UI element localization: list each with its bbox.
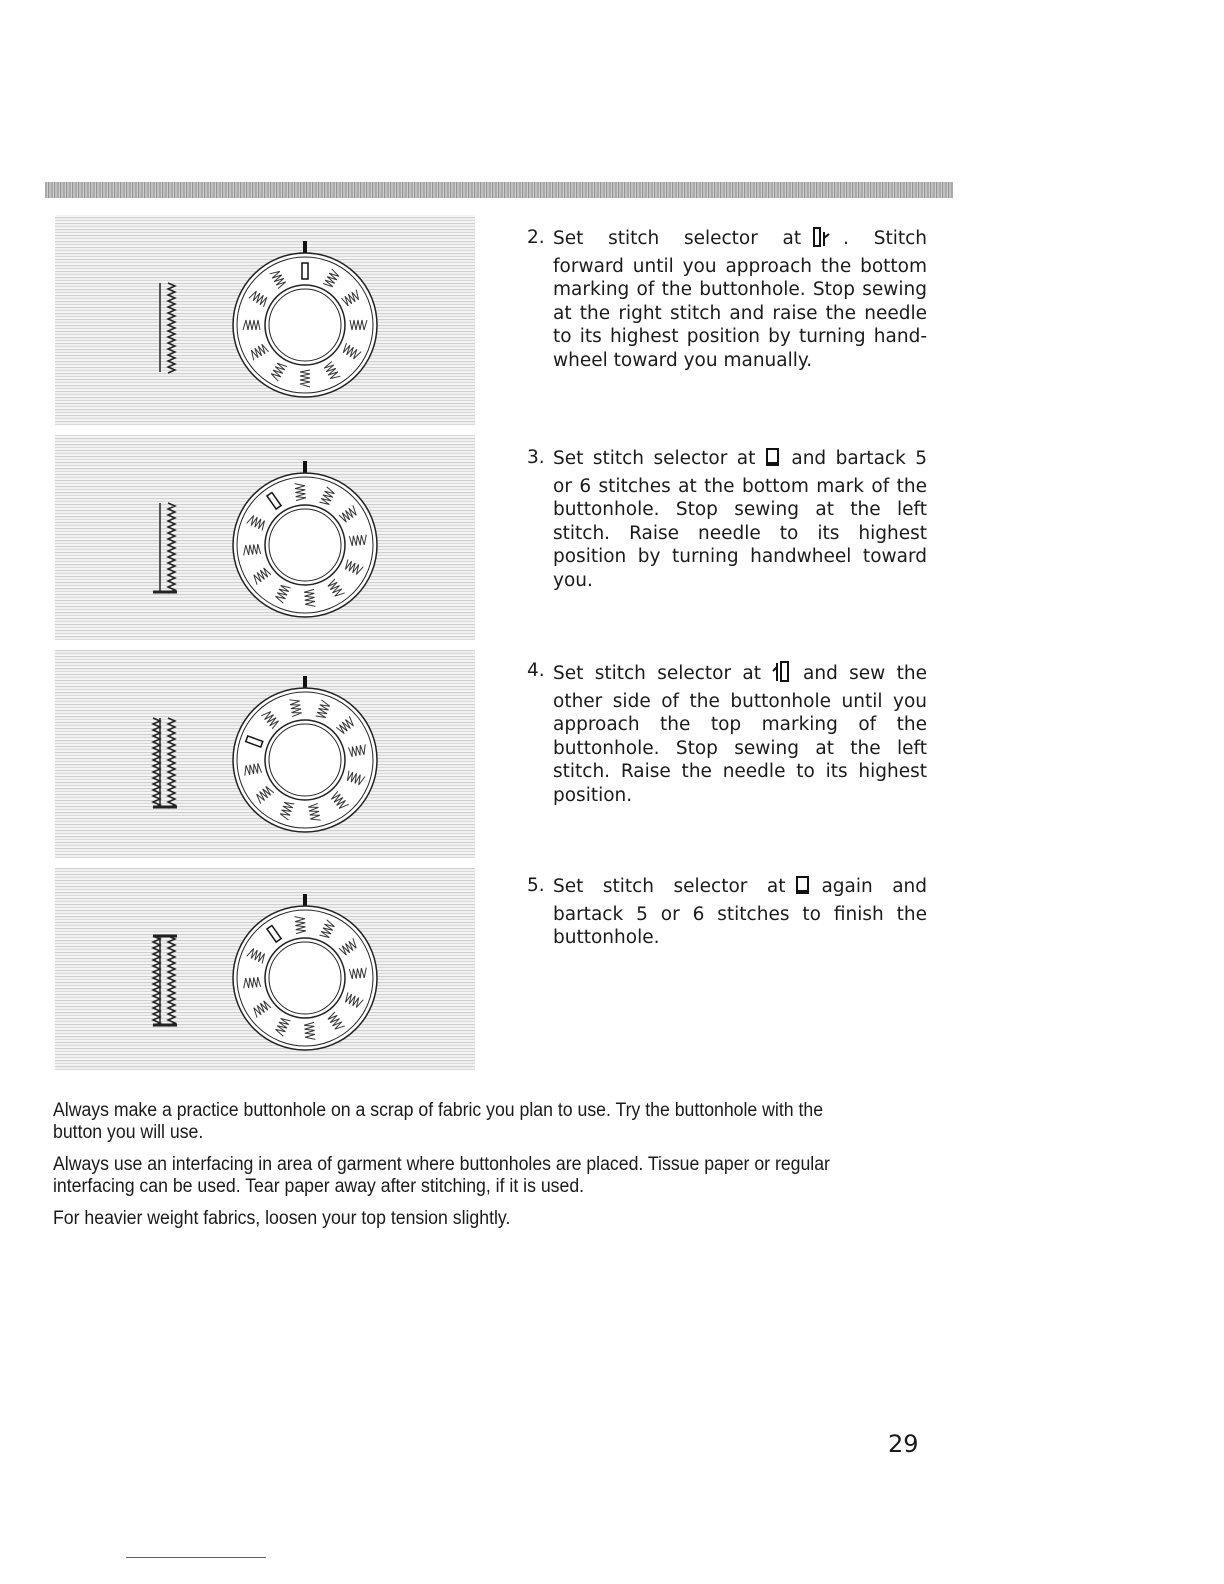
dial-pointer	[303, 894, 307, 906]
step-text: again and bartack 5 or 6 stitches to finish the buttonhole.	[553, 876, 928, 949]
note: Always make a practice buttonhole on a scrap of fabric you plan to use. Try the buttonhole with the button you will use.	[53, 1100, 824, 1143]
page-number: 29	[888, 1430, 919, 1458]
step-text: Set stitch selector at	[553, 663, 762, 684]
notes	[53, 1100, 862, 1240]
header-band	[45, 182, 953, 198]
dial-pointer	[303, 241, 307, 253]
step-text: Set stitch selector at	[553, 876, 786, 897]
straight-right-buttonhole-symbol-icon	[811, 226, 833, 255]
dial-pointer	[303, 676, 307, 688]
buttonhole-stitch-drawing	[153, 936, 177, 1026]
step-3	[527, 446, 927, 593]
buttonhole-stitch-drawing	[153, 503, 177, 593]
illustration-step-4	[55, 650, 475, 858]
step-text: Set stitch selector at	[553, 448, 756, 469]
illustration-step-2	[55, 215, 475, 425]
step-text: and sew the other side of the buttonhole until you approach the top marking of the buttonhole. Stop sewing at the left stitch. Raise the needle to its highest position.	[553, 663, 928, 806]
step-number: 4.	[527, 660, 545, 681]
step-text: . Stitch forward until you approach the bottom marking of the buttonhole. Stop sewing at the right stitch and raise the needle to its highest position by turning hand-wheel toward you manually.	[553, 228, 927, 371]
dial-pointer	[303, 461, 307, 473]
bartack-symbol-icon	[795, 874, 811, 903]
illustration-step-3	[55, 435, 475, 640]
note: For heavier weight fabrics, loosen your top tension slightly.	[53, 1208, 511, 1229]
step-number: 3.	[527, 447, 545, 468]
step-text: Set stitch selector at	[553, 228, 802, 249]
stitch-dial-icon	[55, 868, 475, 1070]
stitch-dial-icon	[55, 435, 475, 640]
step-5	[527, 874, 927, 950]
step-4	[527, 659, 927, 808]
step-number: 5.	[527, 875, 545, 896]
illustration-step-5	[55, 868, 475, 1070]
step-2	[527, 226, 927, 373]
left-buttonhole-symbol-icon	[771, 659, 793, 690]
buttonhole-stitch-drawing	[160, 283, 175, 373]
scan-line	[126, 1557, 266, 1558]
note: Always use an interfacing in area of garment where buttonholes are placed. Tissue paper or regular interfacing can be used. Tear paper away after stitching, if it is used.	[53, 1154, 830, 1197]
bartack-symbol-icon	[765, 446, 781, 475]
stitch-dial-icon	[55, 215, 475, 425]
buttonhole-stitch-drawing	[153, 718, 177, 808]
step-number: 2.	[527, 227, 545, 248]
stitch-dial-icon	[55, 650, 475, 858]
step-text: and bartack 5 or 6 stitches at the bottom mark of the buttonhole. Stop sewing at the left stitch. Raise needle to its highest position by turning handwheel toward you.	[553, 448, 927, 591]
